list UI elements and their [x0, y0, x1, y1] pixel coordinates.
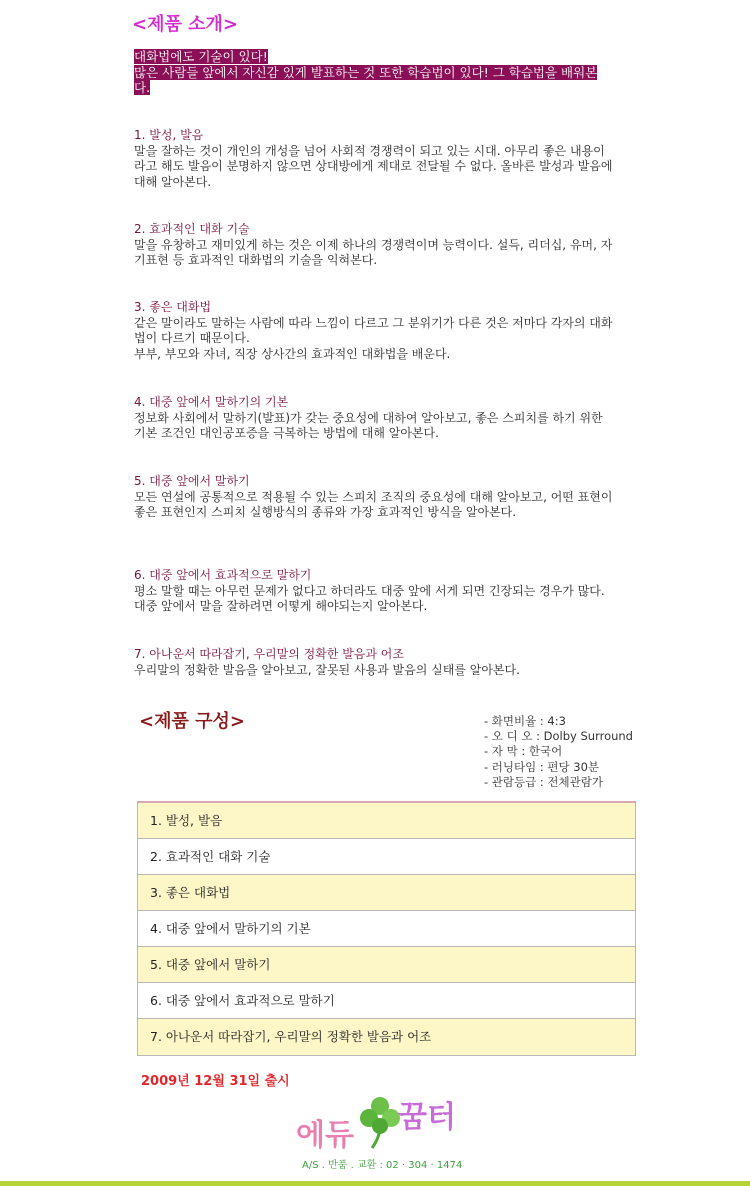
contents-table [137, 801, 636, 1056]
feature-item-1 [134, 128, 614, 190]
contents-row: 7. 아나운서 따라잡기, 우리말의 정확한 발음과 어조 [138, 1019, 635, 1055]
composition-title: <제품 구성> [139, 711, 245, 732]
bottom-divider [0, 1181, 750, 1186]
clover-icon [358, 1094, 402, 1150]
spec-item: - 오 디 오 : Dolby Surround [484, 729, 633, 744]
feature-desc: 우리말의 정확한 발음을 알아보고, 잘못된 사용과 발음의 실태를 알아본다. [134, 662, 520, 677]
intro-highlight-line2: 많은 사람들 앞에서 자신감 있게 발표하는 것 또한 학습법이 있다! 그 학습법을 배워본다. [134, 64, 598, 95]
feature-desc: 말을 유창하고 재미있게 하는 것은 이제 하나의 경쟁력이며 능력이다. 설득, 리더십, 유머, 자기표현 등 효과적인 대화법의 기술을 익혀본다. [134, 237, 613, 267]
feature-desc: 말을 잘하는 것이 개인의 개성을 넘어 사회적 경쟁력이 되고 있는 시대. 아무리 좋은 내용이라고 해도 발음이 분명하지 않으면 상대방에게 제대로 전달될 수 없다. 올바른 발성과 발음에 대해 알아본다. [134, 143, 613, 189]
spec-item: - 관람등급 : 전체관람가 [484, 774, 603, 789]
feature-desc: 평소 말할 때는 아무런 문제가 없다고 하더라도 대중 앞에 서게 되면 긴장되는 경우가 많다. 대중 앞에서 말을 잘하려면 어떻게 해야되는지 알아본다. [134, 583, 605, 613]
feature-item-5 [134, 474, 614, 521]
intro-highlight [134, 49, 609, 96]
feature-item-6 [134, 568, 614, 615]
contact-info: A/S . 반품 . 교환 : 02 · 304 · 1474 [302, 1160, 463, 1171]
contents-row: 1. 발성, 발음 [138, 803, 635, 839]
feature-desc-extra: 부부, 부모와 자녀, 직장 상사간의 효과적인 대화법을 배운다. [134, 346, 451, 361]
feature-item-7 [134, 647, 614, 678]
feature-desc: 모든 연설에 공통적으로 적용될 수 있는 스피치 조직의 중요성에 대해 알아보고, 어떤 표현이 좋은 표현인지 스피치 실행방식의 종류와 가장 효과적인 방식을 알아본다. [134, 489, 613, 519]
contents-row: 2. 효과적인 대화 기술 [138, 839, 635, 875]
spec-list [484, 714, 633, 790]
spec-item: - 자 막 : 한국어 [484, 744, 563, 759]
contents-row: 6. 대중 앞에서 효과적으로 말하기 [138, 983, 635, 1019]
feature-heading: 7. 아나운서 따라잡기, 우리말의 정확한 발음과 어조 [134, 647, 404, 661]
feature-heading: 1. 발성, 발음 [134, 128, 204, 142]
spec-item: - 화면비율 : 4:3 [484, 714, 566, 728]
spec-item: - 러닝타임 : 편당 30분 [484, 759, 600, 774]
edu-logo [296, 1088, 466, 1160]
feature-desc: 같은 말이라도 말하는 사람에 따라 느낌이 다르고 그 분위기가 다른 것은 저마다 각자의 대화법이 다르기 때문이다. [134, 315, 613, 345]
feature-heading: 6. 대중 앞에서 효과적으로 말하기 [134, 568, 312, 582]
feature-item-2 [134, 222, 614, 269]
feature-heading: 4. 대중 앞에서 말하기의 기본 [134, 395, 289, 409]
logo-text-2: 꿈터 [398, 1100, 456, 1135]
logo-text-1: 에듀 [296, 1118, 354, 1153]
contents-row: 3. 좋은 대화법 [138, 875, 635, 911]
contents-row: 5. 대중 앞에서 말하기 [138, 947, 635, 983]
feature-item-4 [134, 395, 614, 442]
feature-heading: 3. 좋은 대화법 [134, 300, 212, 314]
intro-title: <제품 소개> [132, 14, 238, 35]
release-date: 2009년 12월 31일 출시 [141, 1074, 290, 1089]
contents-row: 4. 대중 앞에서 말하기의 기본 [138, 911, 635, 947]
feature-heading: 5. 대중 앞에서 말하기 [134, 474, 250, 488]
intro-highlight-line1: 대화법에도 기술이 있다! [134, 49, 268, 64]
feature-item-3 [134, 300, 614, 362]
feature-heading: 2. 효과적인 대화 기술 [134, 222, 250, 236]
feature-desc: 정보화 사회에서 말하기(발표)가 갖는 중요성에 대하여 알아보고, 좋은 스피치를 하기 위한 기본 조건인 대인공포증을 극복하는 방법에 대해 알아본다. [134, 410, 603, 440]
